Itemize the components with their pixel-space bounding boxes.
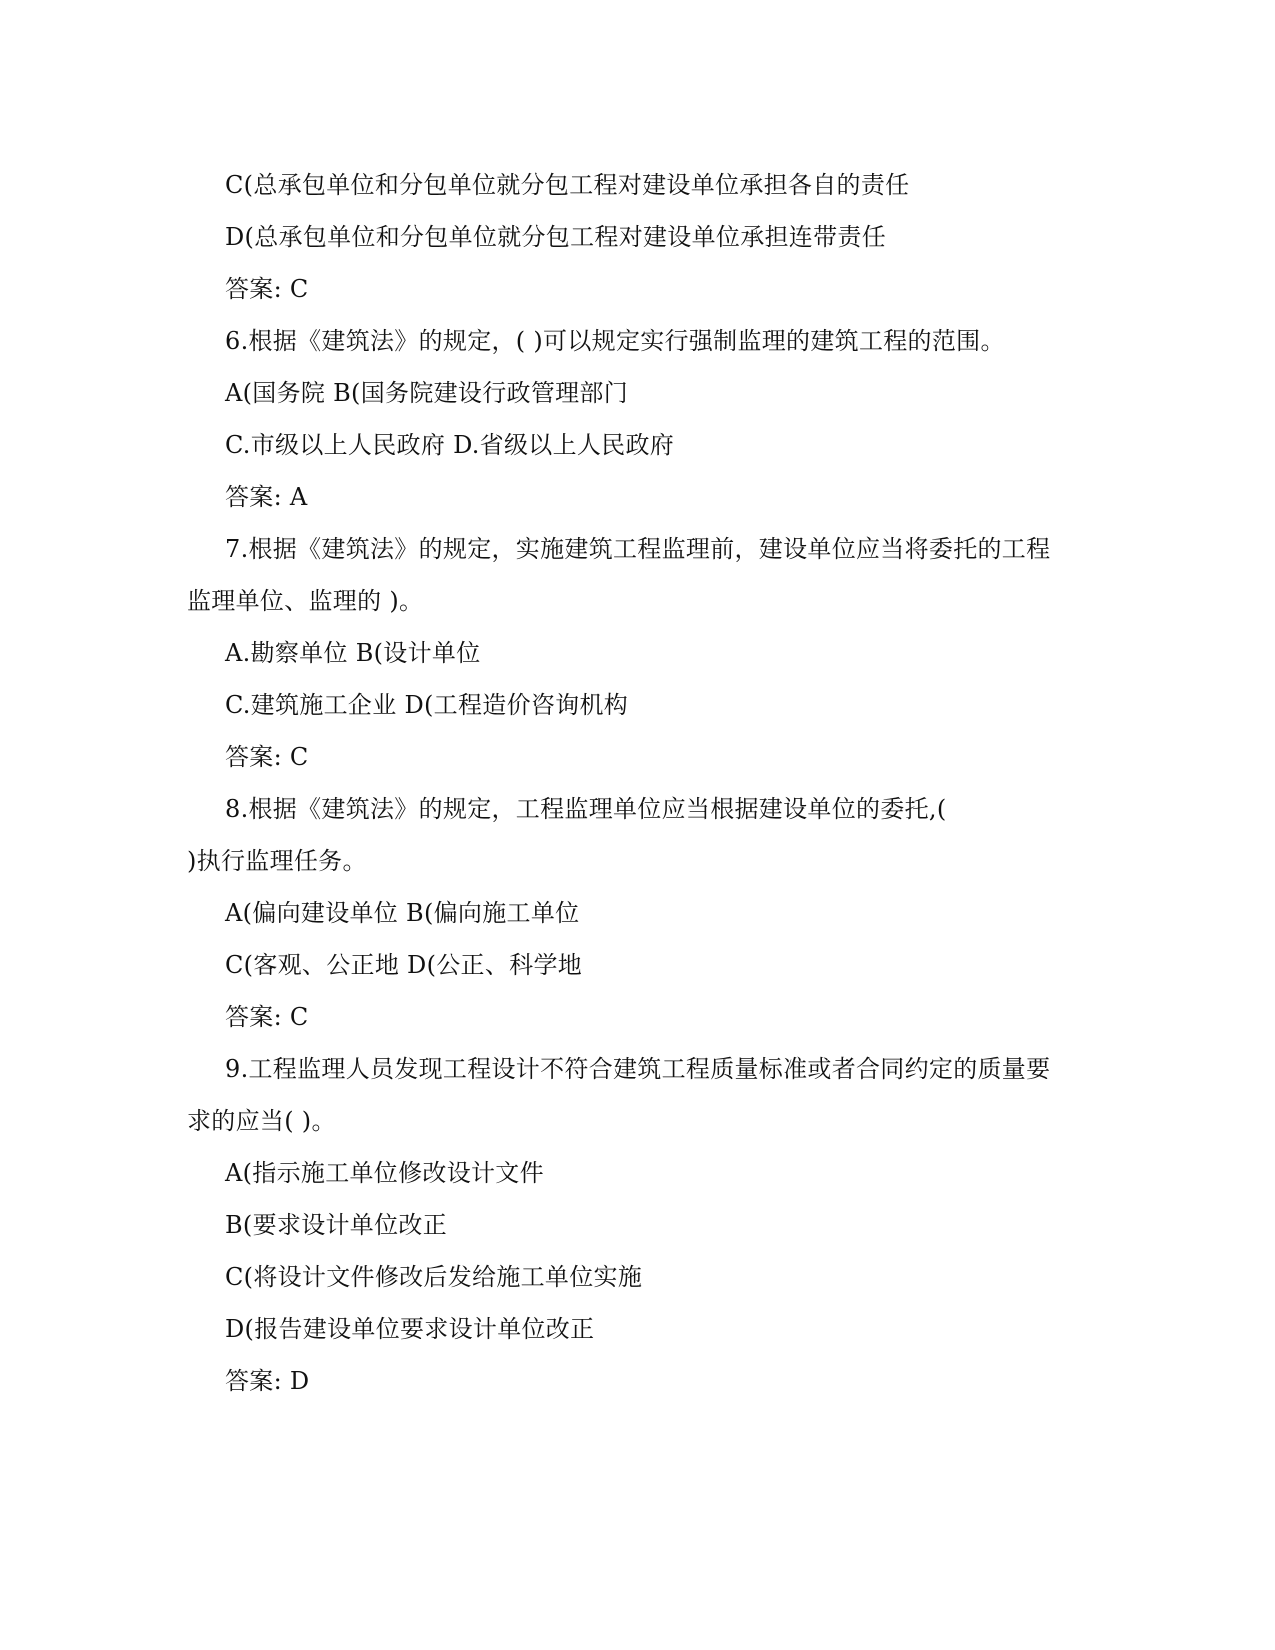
answer-q7: 答案: C (225, 743, 309, 771)
answer-q8: 答案: C (225, 1003, 309, 1031)
option-a-q9: A(指示施工单位修改设计文件 (225, 1159, 544, 1187)
answer-q9: 答案: D (225, 1367, 310, 1395)
options-cd-q8: C(客观、公正地 D(公正、科学地 (225, 951, 583, 979)
question-6: 6.根据《建筑法》的规定，( )可以规定实行强制监理的建筑工程的范围。 (225, 327, 1005, 355)
options-cd-q6: C.市级以上人民政府 D.省级以上人民政府 (225, 431, 675, 459)
options-ab-q7: A.勘察单位 B(设计单位 (225, 639, 481, 667)
question-8: 8.根据《建筑法》的规定，工程监理单位应当根据建设单位的委托,( (225, 795, 947, 823)
option-c-q5: C(总承包单位和分包单位就分包工程对建设单位承担各自的责任 (225, 171, 910, 199)
question-7-continuation: 监理单位、监理的 )。 (187, 587, 424, 615)
question-8-continuation: )执行监理任务。 (187, 847, 367, 875)
question-9-continuation: 求的应当( )。 (187, 1107, 336, 1135)
question-9: 9.工程监理人员发现工程设计不符合建筑工程质量标准或者合同约定的质量要 (225, 1055, 1051, 1083)
option-d-q9: D(报告建设单位要求设计单位改正 (225, 1315, 595, 1343)
option-d-q5: D(总承包单位和分包单位就分包工程对建设单位承担连带责任 (225, 223, 887, 251)
answer-q5: 答案: C (225, 275, 309, 303)
question-7: 7.根据《建筑法》的规定，实施建筑工程监理前，建设单位应当将委托的工程 (225, 535, 1051, 563)
options-ab-q8: A(偏向建设单位 B(偏向施工单位 (225, 899, 580, 927)
options-cd-q7: C.建筑施工企业 D(工程造价咨询机构 (225, 691, 629, 719)
option-c-q9: C(将设计文件修改后发给施工单位实施 (225, 1263, 643, 1291)
answer-q6: 答案: A (225, 483, 308, 511)
options-ab-q6: A(国务院 B(国务院建设行政管理部门 (225, 379, 629, 407)
option-b-q9: B(要求设计单位改正 (225, 1211, 447, 1239)
